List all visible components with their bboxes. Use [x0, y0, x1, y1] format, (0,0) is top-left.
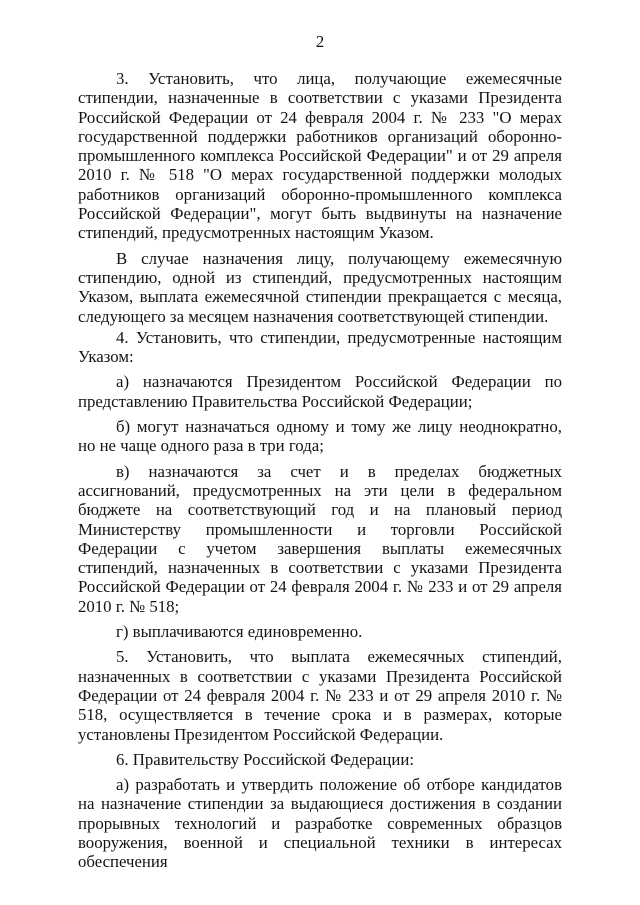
paragraph-6: 6. Правительству Российской Федерации:: [116, 749, 414, 769]
paragraph-3: 3. Установить, что лица, получающие ежемесячные стипендии, назначенные в соответствии с указами Президента Российской Федерации от 24 февраля 2004 г. № 233 "О мерах государственной поддержки работников организаций оборонно-промышленного комплекса Российской Федерации" и от 29 апреля 2010 г. № 518 "О мерах государственной поддержки молодых работников организаций оборонно-промышленного комплекса Российской Федерации", могут быть выдвинуты на назначение стипендий, предусмотренных настоящим Указом.: [78, 69, 562, 243]
paragraph-5: 5. Установить, что выплата ежемесячных стипендий, назначенных в соответствии с указами Президента Российской Федерации от 24 февраля 2004 г. № 233 и от 29 апреля 2010 г. № 518, осуществляется в течение срока и в размерах, которые установлены Президентом Российской Федерации.: [78, 647, 562, 744]
paragraph-4v: в) назначаются за счет и в пределах бюджетных ассигнований, предусмотренных на эти цели в федеральном бюджете на соответствующий год и на плановый период Министерству промышленности и торговли Российской Федерации с учетом завершения выплаты ежемесячных стипендий, назначенных в соответствии с указами Президента Российской Федерации от 24 февраля 2004 г. № 233 и от 29 апреля 2010 г. № 518;: [78, 461, 562, 616]
document-body: [78, 69, 562, 872]
paragraph-3-continued: В случае назначения лицу, получающему ежемесячную стипендию, одной из стипендий, предусмотренных настоящим Указом, выплата ежемесячной стипендии прекращается с месяца, следующего за месяцем назначения соответствующей стипендии.: [78, 248, 562, 326]
paragraph-4a: а) назначаются Президентом Российской Федерации по представлению Правительства Российской Федерации;: [78, 372, 562, 411]
paragraph-4g: г) выплачиваются единовременно.: [116, 622, 363, 642]
paragraph-6a: а) разработать и утвердить положение об отборе кандидатов на назначение стипендии за выдающиеся достижения в создании прорывных технологий и разработке современных образцов вооружения, военной и специальной техники в интересах обеспечения: [78, 775, 562, 872]
paragraph-4: 4. Установить, что стипендии, предусмотренные настоящим Указом:: [78, 327, 562, 367]
paragraph-4b: б) могут назначаться одному и тому же лицу неоднократно, но не чаще одного раза в три года;: [78, 417, 562, 456]
page-number: 2: [315, 32, 325, 51]
